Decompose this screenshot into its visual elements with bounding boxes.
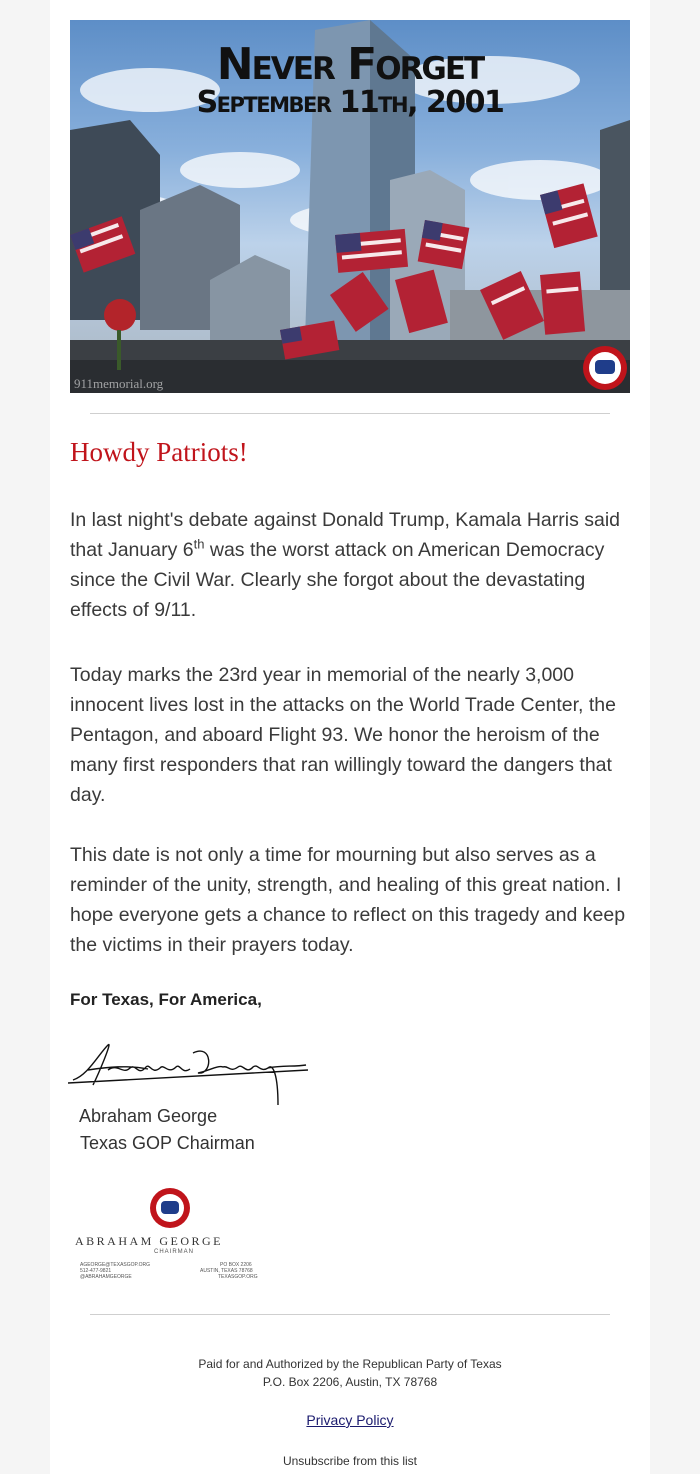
card-phone: 512-477-9821 bbox=[80, 1268, 112, 1274]
paragraph-unity: This date is not only a time for mourning but also serves as a reminder of the unity, strength, and healing of this great nation. I hope everyone gets a chance to reflect on this tragedy and keep the victims in their prayers today. bbox=[70, 844, 626, 956]
card-email: AGEORGE@TEXASGOP.ORG bbox=[80, 1262, 150, 1268]
card-city: AUSTIN, TEXAS 78768 bbox=[200, 1268, 253, 1274]
paragraph-debate-text-cont: was the worst attack on American Democracy since the Civil War. Clearly she forgot about the devastating effects of 9/11. bbox=[70, 539, 605, 621]
handwritten-signature bbox=[68, 1035, 313, 1107]
divider-bottom bbox=[90, 1314, 610, 1315]
card-handle: @ABRAHAMGEORGE bbox=[80, 1274, 132, 1280]
privacy-policy-link[interactable]: Privacy Policy bbox=[306, 1412, 394, 1428]
signer-name: Abraham George bbox=[79, 1106, 218, 1126]
hero-image bbox=[70, 20, 630, 393]
gop-seal-icon bbox=[78, 1184, 268, 1234]
card-name: ABRAHAM GEORGE bbox=[75, 1234, 224, 1248]
signer-title: Texas GOP Chairman bbox=[80, 1133, 255, 1153]
card-box: PO BOX 2206 bbox=[220, 1262, 252, 1268]
hero-subtitle: September 11th, 2001 bbox=[196, 85, 504, 120]
paragraph-memorial: Today marks the 23rd year in memorial of the nearly 3,000 innocent lives lost in the attacks on the World Trade Center, the Pentagon, and aboard Flight 93. We honor the heroism of the many first responders that ran willingly toward the dangers that day. bbox=[70, 664, 616, 806]
paragraph-debate bbox=[70, 505, 635, 625]
gop-seal-icon bbox=[583, 346, 627, 390]
footer-paid-by: Paid for and Authorized by the Republican Party of Texas bbox=[198, 1357, 502, 1371]
unsubscribe-link[interactable]: Unsubscribe from this list bbox=[282, 1454, 418, 1468]
email-body bbox=[50, 0, 650, 1474]
footer-address: P.O. Box 2206, Austin, TX 78768 bbox=[262, 1375, 438, 1389]
paragraph-debate-text: In last night's debate against Donald Trump, Kamala Harris said that January 6 bbox=[70, 509, 621, 561]
signoff: For Texas, For America, bbox=[70, 990, 262, 1009]
divider-top bbox=[90, 413, 610, 414]
ordinal-suffix: th bbox=[193, 536, 205, 552]
hero-watermark: 911memorial.org bbox=[74, 376, 164, 391]
card-role: CHAIRMAN bbox=[154, 1249, 195, 1255]
hero-title: Never Forget bbox=[216, 39, 484, 90]
card-site: TEXASGOP.ORG bbox=[218, 1274, 258, 1280]
greeting-heading: Howdy Patriots! bbox=[70, 437, 248, 467]
